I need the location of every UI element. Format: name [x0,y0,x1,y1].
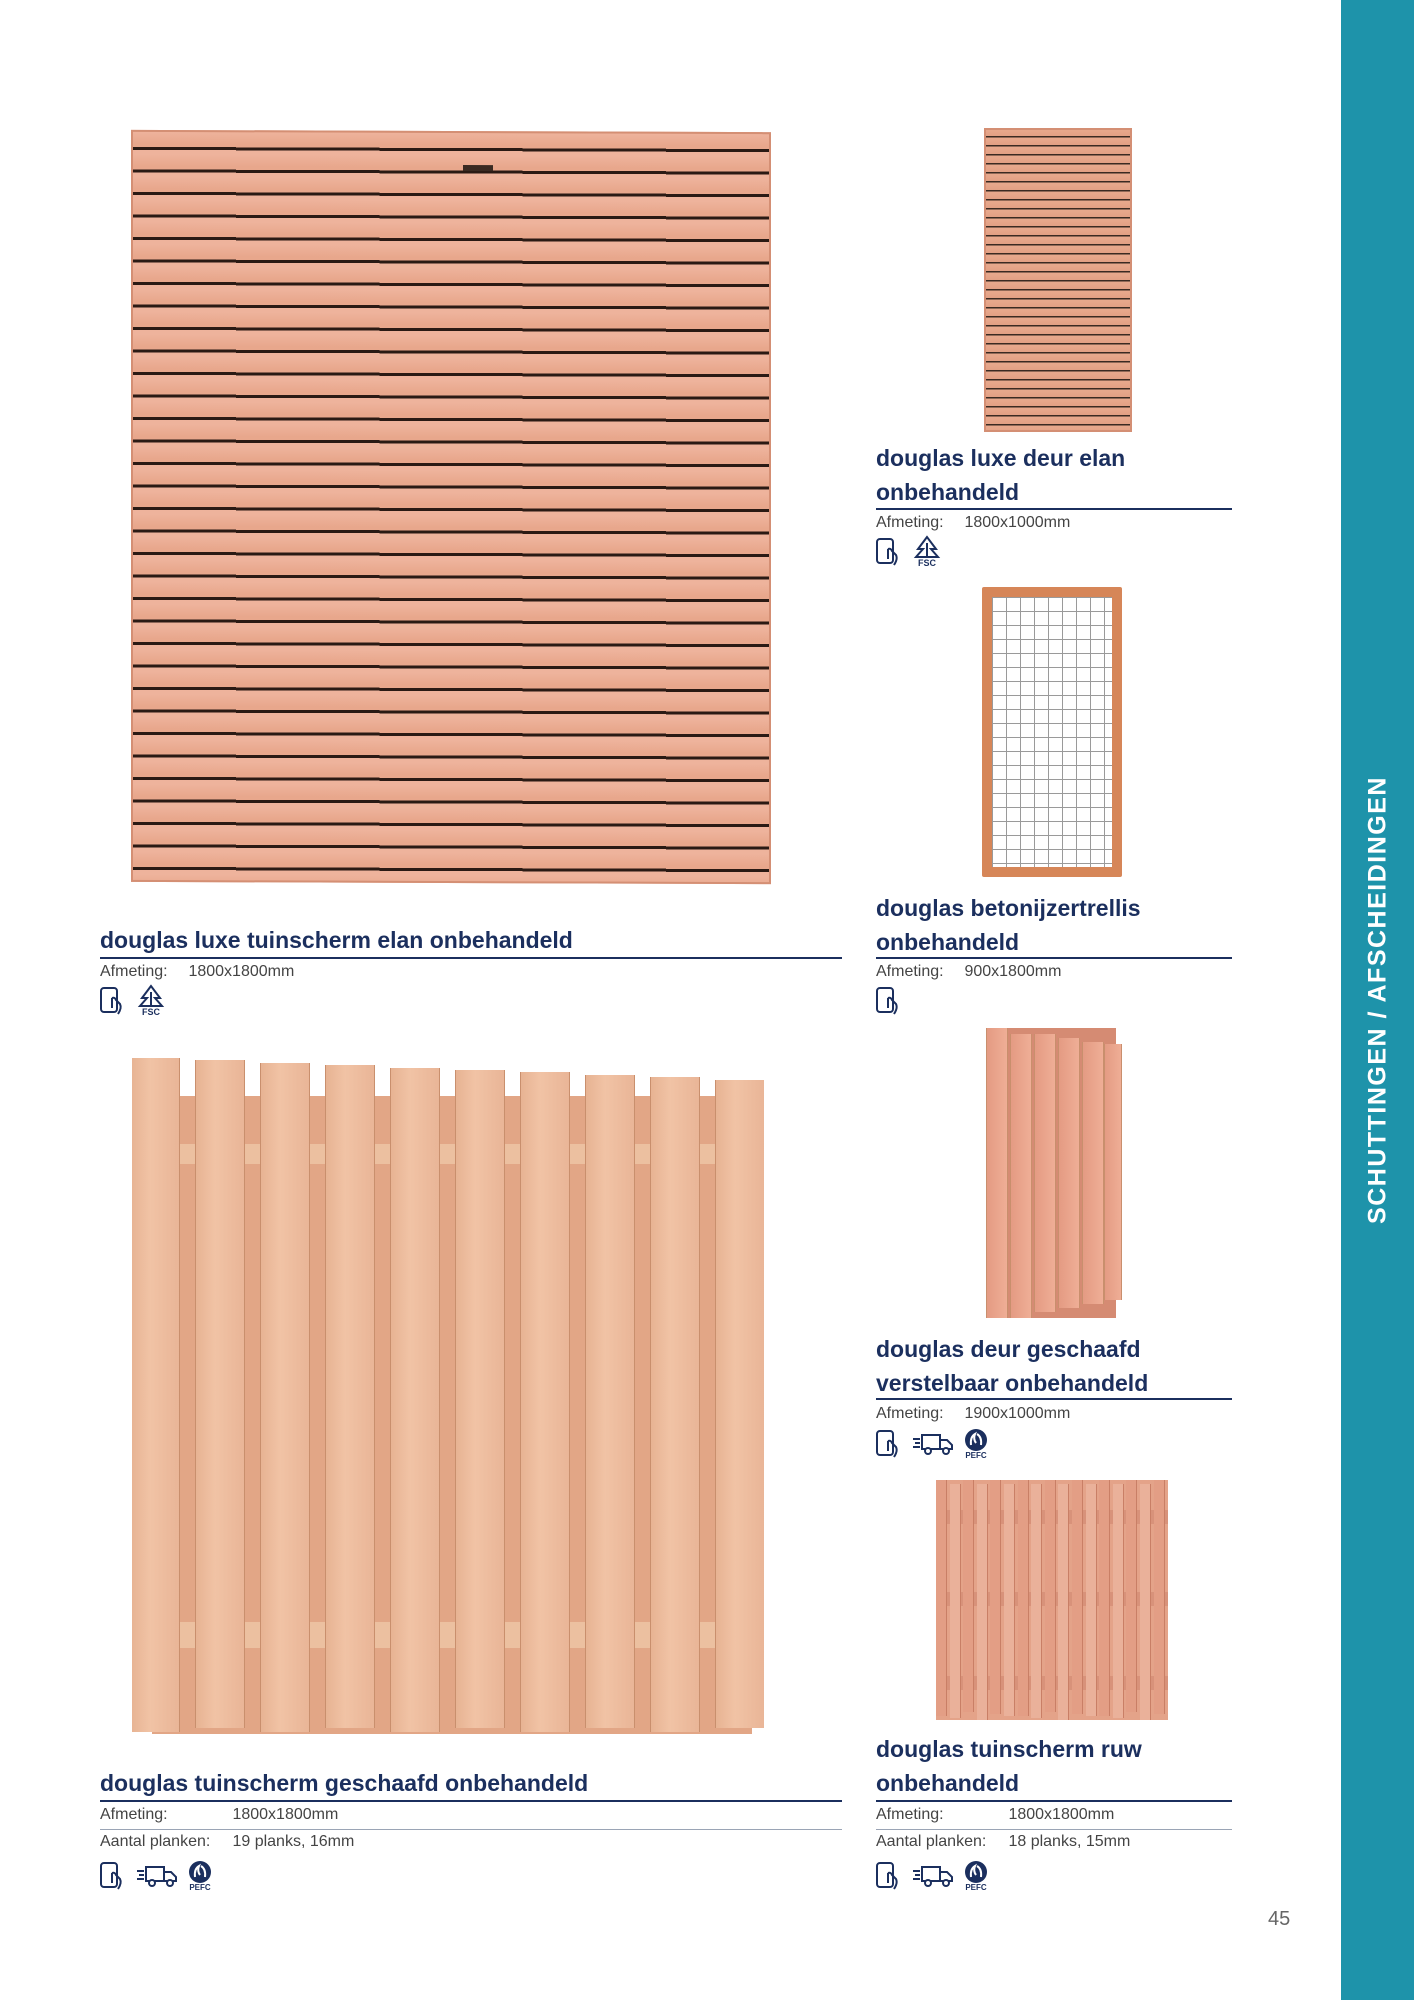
plank [585,1075,635,1728]
pefc-icon [962,1428,990,1460]
board [1045,1480,1056,1712]
plank [650,1077,700,1732]
product-title: douglas luxe tuinscherm elan onbehandeld [100,927,573,953]
plank [195,1060,245,1728]
title-rule [100,1800,842,1802]
spec-row [100,963,294,981]
board [950,1484,961,1718]
spec-label: Aantal planken: [100,1833,211,1850]
board [1018,1480,1029,1716]
pefc-text: PEFC [189,1883,211,1892]
spec-value: 19 planks, 16mm [232,1833,355,1850]
title-rule [100,957,842,959]
board [977,1484,988,1720]
product-title: douglas tuinscherm geschaafd onbehandeld [100,1770,589,1796]
touch-icon [874,986,904,1016]
spec-label: Aantal planken: [876,1833,987,1850]
product-image-trellis [982,587,1122,877]
board [1086,1484,1097,1716]
title-line: onbehandeld [876,479,1020,505]
touch-icon [874,537,904,567]
spec-value: 900x1800mm [964,963,1062,980]
product-image-elan-screen [131,130,771,884]
title-line: douglas betonijzertrellis [876,895,1141,921]
board [1099,1480,1110,1716]
spec-label: Afmeting: [100,963,168,980]
spec-label: Afmeting: [876,1806,944,1823]
title-rule [876,957,1232,959]
board [1113,1484,1124,1718]
icon-row [874,535,942,568]
board [1004,1484,1015,1716]
title-line: douglas tuinscherm ruw [876,1736,1142,1762]
fsc-icon [912,535,942,568]
section-title: SCHUTTINGEN / AFSCHEIDINGEN [1363,776,1392,1224]
spec-value: 18 planks, 15mm [1008,1833,1131,1850]
board [1031,1484,1042,1718]
icon-row [874,1860,990,1892]
spec-divider [876,1829,1232,1830]
plank [325,1065,375,1728]
spec-label: Afmeting: [876,514,944,531]
delivery-truck-icon [136,1863,178,1889]
spec-row [100,1806,338,1824]
title-line: onbehandeld [876,929,1020,955]
board [936,1480,947,1716]
spec-divider [100,1829,842,1830]
plank [715,1080,764,1728]
product-title [876,1332,1148,1400]
board [1072,1480,1083,1714]
board [1154,1480,1165,1714]
icon-row [874,1428,990,1460]
board [1126,1480,1137,1712]
fsc-text: FSC [918,558,936,568]
touch-icon [874,1861,904,1891]
title-line: douglas luxe deur elan [876,445,1126,471]
spec-label: Afmeting: [876,963,944,980]
product-image-elan-door [984,128,1132,432]
icon-row [874,986,904,1016]
board [1058,1484,1069,1720]
title-line: douglas deur geschaafd [876,1336,1141,1362]
spec-row [876,1806,1114,1824]
pefc-icon [962,1860,990,1892]
spec-row [876,1405,1070,1423]
pefc-text: PEFC [965,1451,987,1460]
spec-value: 1800x1800mm [232,1806,339,1823]
product-title [876,1732,1142,1800]
delivery-truck-icon [912,1431,954,1457]
product-image-planed-screen [132,1052,764,1740]
icon-row [98,984,166,1017]
fsc-text: FSC [142,1007,160,1017]
spec-label: Afmeting: [100,1806,168,1823]
plank [260,1063,310,1732]
plank [455,1070,505,1728]
spec-value: 1800x1800mm [188,963,295,980]
spec-row [100,1833,354,1851]
title-rule [876,508,1232,510]
spec-value: 1800x1000mm [964,514,1071,531]
title-line: verstelbaar onbehandeld [876,1370,1149,1396]
plank [132,1058,180,1732]
product-title [876,891,1141,959]
plank [390,1068,440,1732]
plank [520,1072,570,1732]
product-title [876,441,1125,509]
board [990,1480,1001,1714]
spec-row [876,1833,1130,1851]
board [1140,1484,1151,1720]
spec-row [876,514,1070,532]
board [963,1480,974,1712]
title-line: onbehandeld [876,1770,1020,1796]
fsc-icon [136,984,166,1017]
title-rule [876,1398,1232,1400]
pefc-text: PEFC [965,1883,987,1892]
pefc-icon [186,1860,214,1892]
spec-value: 1900x1000mm [964,1405,1071,1422]
title-rule [876,1800,1232,1802]
page-number: 45 [1268,1908,1291,1930]
spec-value: 1800x1800mm [1008,1806,1115,1823]
icon-row [98,1860,214,1892]
touch-icon [874,1429,904,1459]
touch-icon [98,986,128,1016]
product-image-planed-door [986,1028,1126,1318]
spec-label: Afmeting: [876,1405,944,1422]
touch-icon [98,1861,128,1891]
product-image-rough-screen [936,1480,1168,1720]
delivery-truck-icon [912,1863,954,1889]
spec-row [876,963,1061,981]
